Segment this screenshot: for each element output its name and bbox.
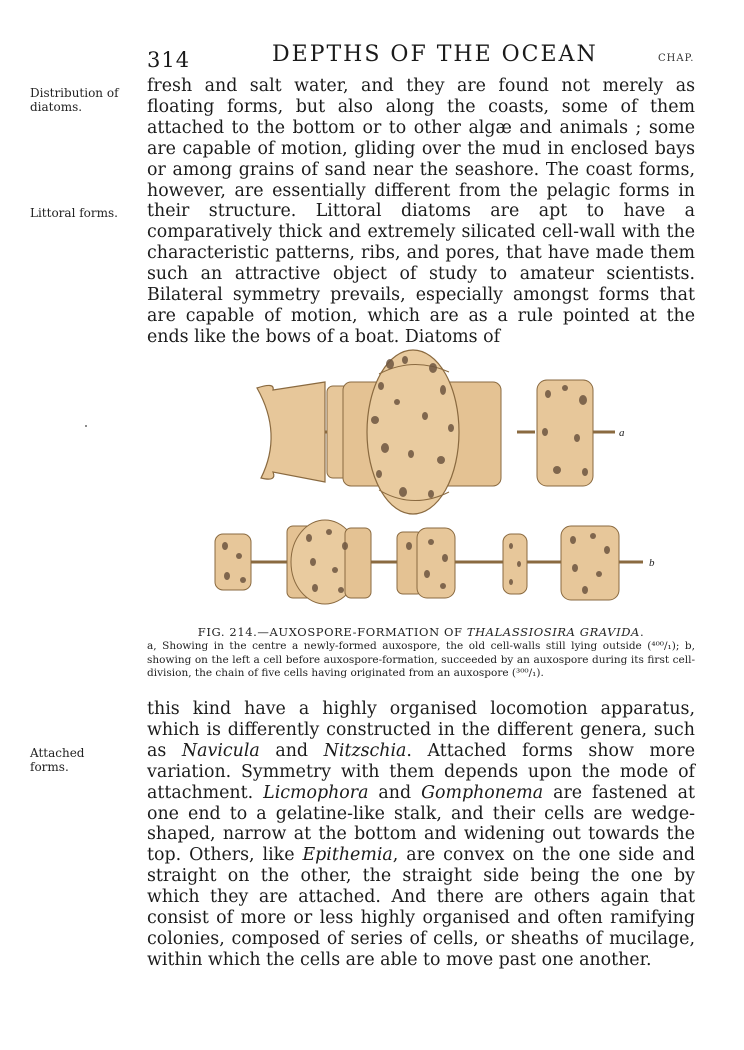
page-number: 314 [147,48,191,72]
paragraph-bottom-text-c: are fastened at one end to a gelatine-like stalk, and their cells are wedge-shaped, narrow at the bottom and widening out towards the top. Others, like [147,782,695,866]
paragraph-bottom-and-2: and [368,782,422,803]
chapter-abbrev: CHAP. [658,53,695,64]
figure-caption-prefix: FIG. 214.— [197,625,270,639]
figure-part-b [215,520,655,604]
figure-part-a [257,350,625,514]
genus-epithemia: Epithemia [302,845,393,866]
paragraph-top-part1: fresh and salt water, and they are found not merely as floating forms, but also along the coasts, some of them attached to the bottom or to other algæ and animals ; some are capable of motion, gliding over the mud in enclosed bays or among grains of sand near the seashore. The coast forms, however, are essentially different from the pelagic forms in their structure. [147,76,695,222]
genus-navicula: Navicula [181,740,260,761]
paragraph-bottom-text-a: this kind have a highly organised locomotion apparatus, which is differently constructed in the different genera, such as [147,699,695,761]
figure-caption-species: THALASSIOSIRA GRAVIDA [466,625,640,639]
figure-caption-title [147,625,695,639]
genus-nitzschia: Nitzschia [323,740,407,761]
figure-label-a: a [619,427,625,439]
figure-caption-end: . [639,625,645,639]
paragraph-top [147,76,695,348]
figure-caption-body: a, Showing in the centre a newly-formed auxospore, the old cell-walls still lying outside (⁴⁰⁰/₁); b, showing on the left a cell before auxospore-formation, succeeded by an auxospore during its first cell-division, the chain of five cells having originated from an auxospore (³⁰⁰/₁). [147,640,695,679]
margin-note-littoral: Littoral forms. [30,206,118,220]
running-title: DEPTHS OF THE OCEAN [272,42,598,67]
paragraph-bottom-text-d: , are convex on the one side and straight on the other, the straight side being the one by which they are attached. And there are others again that consist of more or less highly organised and often ramifying colonies, composed of series of cells, or sheaths of mucilage, within which the cells are able to move past one another. [147,845,695,970]
paragraph-bottom-text-b: . Attached forms show more variation. Symmetry with them depends upon the mode of attachment. [147,740,695,803]
paragraph-top-part2: Littoral diatoms are apt to have a comparatively thick and extremely silicated cell-wall with the characteristic patterns, ribs, and pores, that have made them such an attractive object of study to amateur scientists. Bilateral symmetry prevails, especially amongst forms that are capable of motion, which are as a rule pointed at the ends like the bows of a boat. Diatoms of [147,201,695,347]
genus-licmophora: Licmophora [263,782,369,803]
stray-mark [85,425,87,427]
paragraph-bottom-and-1: and [259,740,324,761]
paragraph-bottom [147,699,695,971]
margin-note-distribution: Distribution of diatoms. [30,86,119,114]
genus-gomphonema: Gomphonema [421,782,544,803]
figure-caption-heading: AUXOSPORE-FORMATION OF [269,625,467,639]
figure-diatom-illustration [205,342,675,622]
figure-label-b: b [649,557,655,569]
margin-note-attached: Attached forms. [30,746,85,774]
